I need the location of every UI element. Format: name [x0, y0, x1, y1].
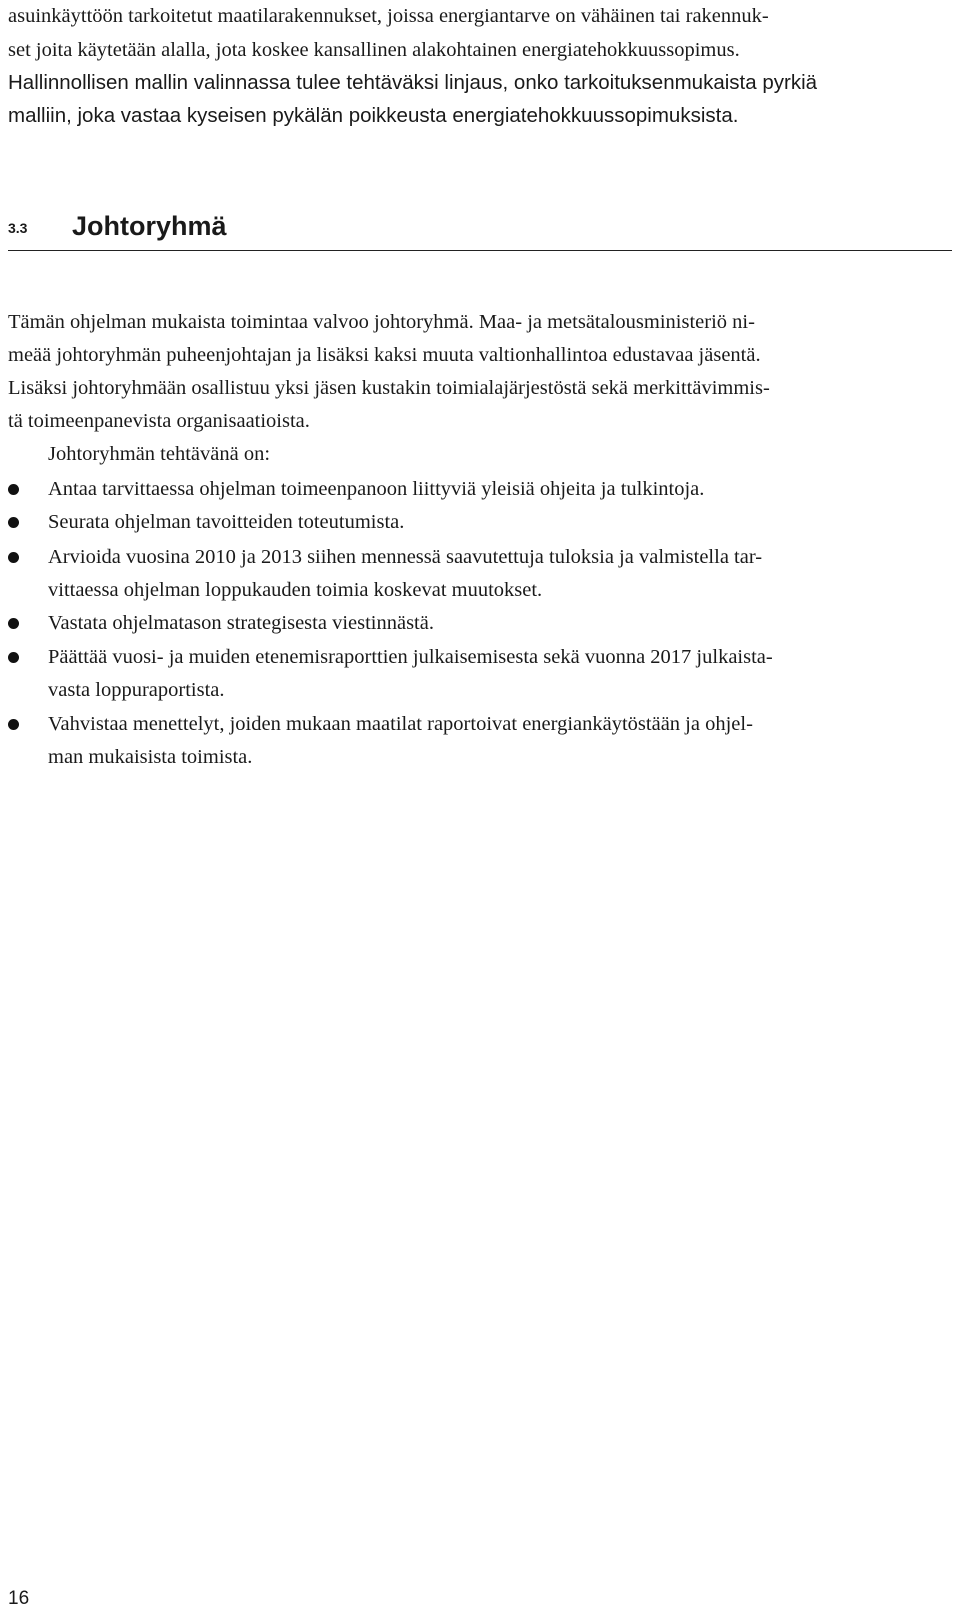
intro-line: set joita käytetään alalla, jota koskee kansallinen alakohtainen energiatehokkuussopimus. [8, 39, 740, 61]
list-item-text: vittaessa ohjelman loppukauden toimia koskevat muutokset. [48, 579, 543, 601]
bullet-icon [8, 484, 19, 495]
section-title: Johtoryhmä [72, 211, 227, 241]
bullet-icon [8, 652, 19, 663]
paragraph-line: Lisäksi johtoryhmään osallistuu yksi jäsen kustakin toimialajärjestöstä sekä merkittävimmis- [8, 377, 770, 399]
list-item-text: Antaa tarvittaessa ohjelman toimeenpanoon liittyviä yleisiä ohjeita ja tulkintoja. [48, 478, 705, 500]
section-heading [8, 208, 952, 251]
list-item-text: Vastata ohjelmatason strategisesta viestinnästä. [48, 612, 434, 634]
list-item-text: vasta loppuraportista. [48, 679, 225, 701]
bullet-icon [8, 719, 19, 730]
list-intro: Johtoryhmän tehtävänä on: [48, 443, 271, 465]
intro-line: Hallinnollisen mallin valinnassa tulee tehtäväksi linjaus, onko tarkoituksenmukaista pyrkiä [8, 71, 818, 94]
paragraph-line: Tämän ohjelman mukaista toimintaa valvoo johtoryhmä. Maa- ja metsätalousministeriö ni- [8, 311, 755, 333]
page-number: 16 [8, 1588, 30, 1609]
list-item-text: Päättää vuosi- ja muiden etenemisraporttien julkaisemisesta sekä vuonna 2017 julkaista- [48, 646, 773, 668]
list-item-text: Arvioida vuosina 2010 ja 2013 siihen mennessä saavutettuja tuloksia ja valmistella tar- [48, 546, 763, 568]
list-item-text: Seurata ohjelman tavoitteiden toteutumista. [48, 511, 405, 533]
intro-line: asuinkäyttöön tarkoitetut maatilarakennukset, joissa energiantarve on vähäinen tai rakennuk- [8, 5, 769, 27]
paragraph-line: meää johtoryhmän puheenjohtajan ja lisäksi kaksi muuta valtionhallintoa edustavaa jäsentä. [8, 344, 761, 366]
bullet-icon [8, 618, 19, 629]
list-item-text: man mukaisista toimista. [48, 746, 253, 768]
intro-line: malliin, joka vastaa kyseisen pykälän poikkeusta energiatehokkuussopimuksista. [8, 104, 739, 127]
list-item-text: Vahvistaa menettelyt, joiden mukaan maatilat raportoivat energiankäytöstään ja ohjel- [48, 713, 753, 735]
bullet-icon [8, 517, 19, 528]
bullet-icon [8, 552, 19, 563]
paragraph-line: tä toimeenpanevista organisaatioista. [8, 410, 310, 432]
section-number: 3.3 [8, 220, 28, 236]
